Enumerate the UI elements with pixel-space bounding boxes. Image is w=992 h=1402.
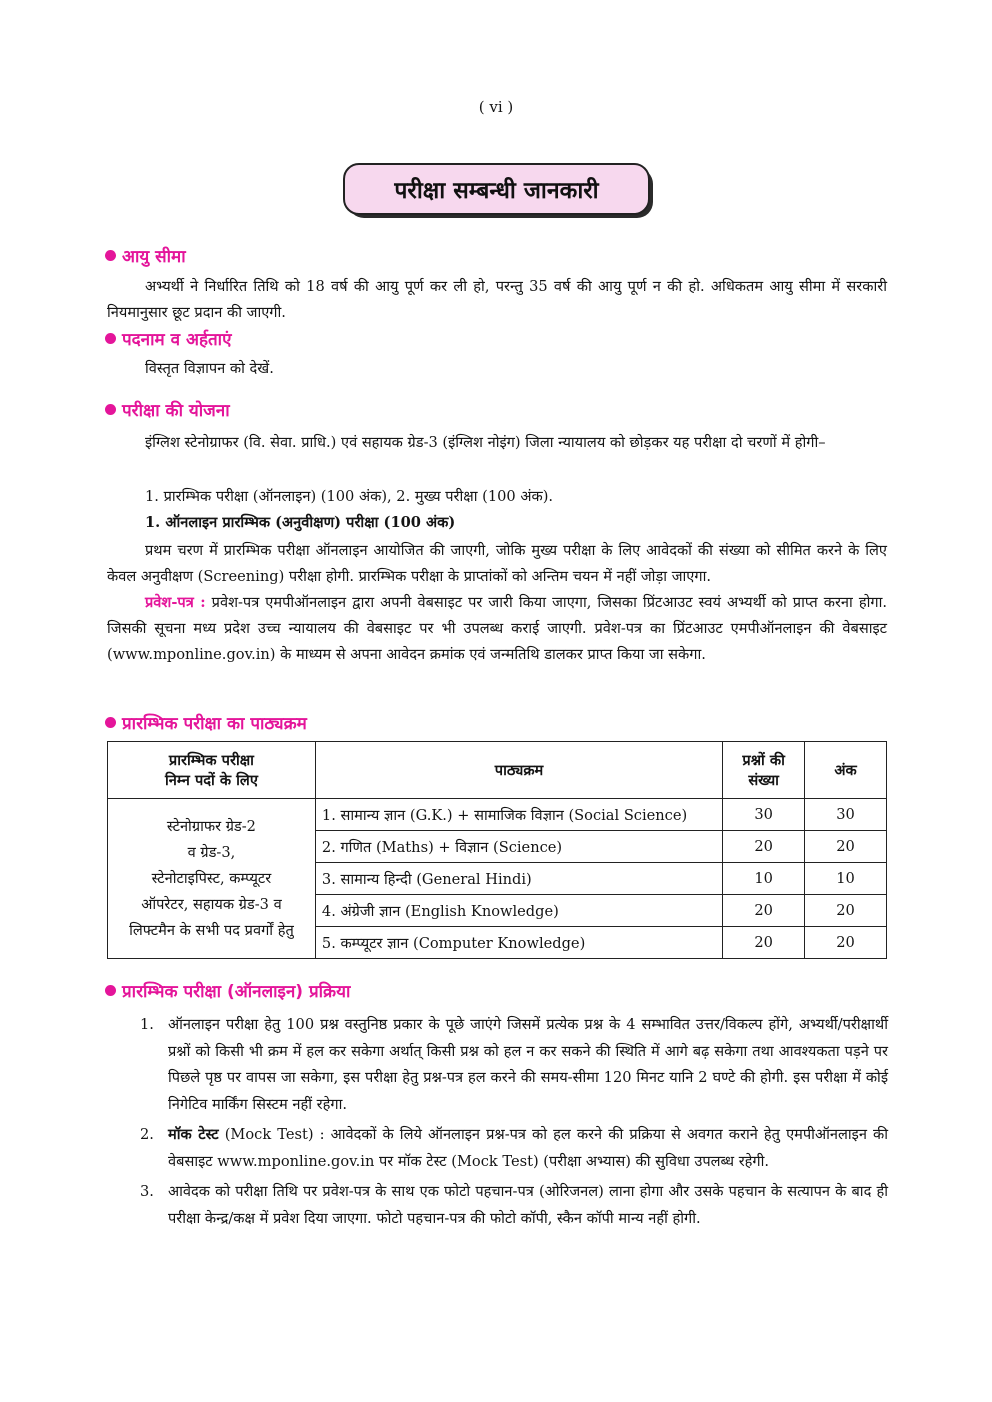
questions-cell: 10 [723,863,805,895]
posts-line: लिफ्टमैन के सभी पद प्रवर्गों हेतु [129,921,294,939]
page-number: ( vi ) [478,98,514,116]
posts-line: स्टेनोग्राफर ग्रेड-2 [166,817,256,835]
list-text: ऑनलाइन परीक्षा हेतु 100 प्रश्न वस्तुनिष्ठ प्रकार के पूछे जाएंगे जिसमें प्रत्येक प्रश्न के 4 सम्भावित उत्तर/विकल्प होंगे, अभ्यर्थी/परीक्षार्थी प्रश्नों को किसी भी क्रम में हल कर सकेगा अर्थात् किसी प्रश्न को हल न कर सकने की स्थिति में आगे बढ़ सकेगा तथा आवश्यकता पड़ने पर पिछले पृष्ठ पर वापस जा सकेगा, इस परीक्षा हेतु प्रश्न-पत्र हल करने की समय-सीमा 120 मिनट यानि 2 घण्टे की होगी. इस परीक्षा में कोई निगेटिव मार्किंग सिस्टम नहीं रहेगा. [168,1016,888,1113]
list-bold-label: मॉक टेस्ट [168,1126,219,1143]
list-item [140,1179,888,1232]
posts-line: ऑपरेटर, सहायक ग्रेड-3 व [141,895,282,913]
heading-age-limit [105,244,186,267]
page-title: परीक्षा सम्बन्धी जानकारी [343,163,650,215]
posts-cell [108,799,316,959]
marks-cell: 10 [805,863,887,895]
admit-card-label: प्रवेश-पत्र : [145,594,206,611]
header-posts-line1: प्रारम्भिक परीक्षा [168,752,254,769]
subject-cell: 3. सामान्य हिन्दी (General Hindi) [315,863,722,895]
header-questions-line1: प्रश्नों की [742,752,785,769]
subject-cell: 5. कम्प्यूटर ज्ञान (Computer Knowledge) [315,927,722,959]
bullet-icon [105,333,116,344]
header-questions-line2: संख्या [748,772,779,789]
list-number: 1. [140,1016,154,1033]
admit-card-para [107,590,887,668]
questions-cell: 30 [723,799,805,831]
questions-cell: 20 [723,927,805,959]
list-item [140,1012,888,1118]
heading-text: प्रारम्भिक परीक्षा (ऑनलाइन) प्रक्रिया [122,982,351,1002]
bullet-icon [105,250,116,261]
subject-cell: 1. सामान्य ज्ञान (G.K.) + सामाजिक विज्ञान (Social Science) [315,799,722,831]
qualification-text: विस्तृत विज्ञापन को देखें. [145,360,274,377]
marks-cell: 20 [805,895,887,927]
list-text: (Mock Test) : आवेदकों के लिये ऑनलाइन प्रश्न-पत्र को हल करने की प्रक्रिया से अवगत कराने हेतु एमपीऑनलाइन की वेबसाइट www.mponline.gov.in पर मॉक टेस्ट (Mock Test) (परीक्षा अभ्यास) की सुविधा उपलब्ध रहेगी. [168,1126,888,1170]
heading-online-process [105,979,350,1002]
questions-cell: 20 [723,895,805,927]
heading-text: आयु सीमा [122,247,186,267]
marks-cell: 20 [805,831,887,863]
list-number: 2. [140,1126,154,1143]
bullet-icon [105,717,116,728]
list-number: 3. [140,1183,154,1200]
age-limit-text: अभ्यर्थी ने निर्धारित तिथि को 18 वर्ष की आयु पूर्ण कर ली हो, परन्तु 35 वर्ष की आयु पूर्ण न की हो. अधिकतम आयु सीमा में सरकारी नियमानुसार छूट प्रदान की जाएगी. [107,278,887,321]
list-text: आवेदक को परीक्षा तिथि पर प्रवेश-पत्र के साथ एक फोटो पहचान-पत्र (ओरिजनल) लाना होगा और उसके पहचान के सत्यापन के बाद ही परीक्षा केन्द्र/कक्ष में प्रवेश दिया जाएगा. फोटो पहचान-पत्र की फोटो कॉपी, स्कैन कॉपी मान्य नहीं होगी. [168,1183,888,1227]
list-item [140,1122,888,1175]
scheme-para-1: प्रथम चरण में प्रारम्भिक परीक्षा ऑनलाइन आयोजित की जाएगी, जोकि मुख्य परीक्षा के लिए आवेदकों की संख्या को सीमित करने के लिए केवल अनुवीक्षण (Screening) परीक्षा होगी. प्रारम्भिक परीक्षा के प्राप्तांकों को अन्तिम चयन में नहीं जोड़ा जाएगा. [107,542,887,585]
admit-card-text: प्रवेश-पत्र एमपीऑनलाइन द्वारा अपनी वेबसाइट पर जारी किया जाएगा, जिसका प्रिंटआउट स्वयं अभ्यर्थी को प्राप्त करना होगा. जिसकी सूचना मध्य प्रदेश उच्च न्यायालय की वेबसाइट पर भी उपलब्ध कराई जाएगी. प्रवेश-पत्र का प्रिंटआउट एमपीऑनलाइन की वेबसाइट (www.mponline.gov.in) के माध्यम से अपना आवेदन क्रमांक एवं जन्मतिथि डालकर प्राप्त किया जा सकेगा. [107,594,887,663]
table-header-row [108,742,887,799]
posts-line: व ग्रेड-3, [187,843,236,861]
bullet-icon [105,404,116,415]
subject-cell: 4. अंग्रेजी ज्ञान (English Knowledge) [315,895,722,927]
posts-line: स्टेनोटाइपिस्ट, कम्प्यूटर [151,869,272,887]
header-syllabus: पाठ्यक्रम [315,742,722,799]
heading-exam-scheme [105,398,230,421]
subject-cell: 2. गणित (Maths) + विज्ञान (Science) [315,831,722,863]
bullet-icon [105,985,116,996]
scheme-intro: इंग्लिश स्टेनोग्राफर (वि. सेवा. प्राधि.) एवं सहायक ग्रेड-3 (इंग्लिश नोइंग) जिला न्यायालय को छोड़कर यह परीक्षा दो चरणों में होगी– [145,434,826,451]
scheme-subheading: 1. ऑनलाइन प्रारम्भिक (अनुवीक्षण) परीक्षा (100 अंक) [145,514,456,531]
marks-cell: 20 [805,927,887,959]
heading-text: परीक्षा की योजना [122,401,230,421]
header-questions [723,742,805,799]
table-row [108,799,887,831]
heading-text: प्रारम्भिक परीक्षा का पाठ्यक्रम [122,714,307,734]
heading-syllabus [105,711,307,734]
title-banner [343,163,655,219]
heading-qualification [105,327,232,350]
header-posts [108,742,316,799]
header-marks: अंक [805,742,887,799]
heading-text: पदनाम व अर्हताएं [122,330,232,350]
process-list [140,1012,888,1236]
questions-cell: 20 [723,831,805,863]
syllabus-table [107,741,887,959]
header-posts-line2: निम्न पदों के लिए [164,772,258,789]
scheme-stages: 1. प्रारम्भिक परीक्षा (ऑनलाइन) (100 अंक), 2. मुख्य परीक्षा (100 अंक). [145,488,554,505]
marks-cell: 30 [805,799,887,831]
